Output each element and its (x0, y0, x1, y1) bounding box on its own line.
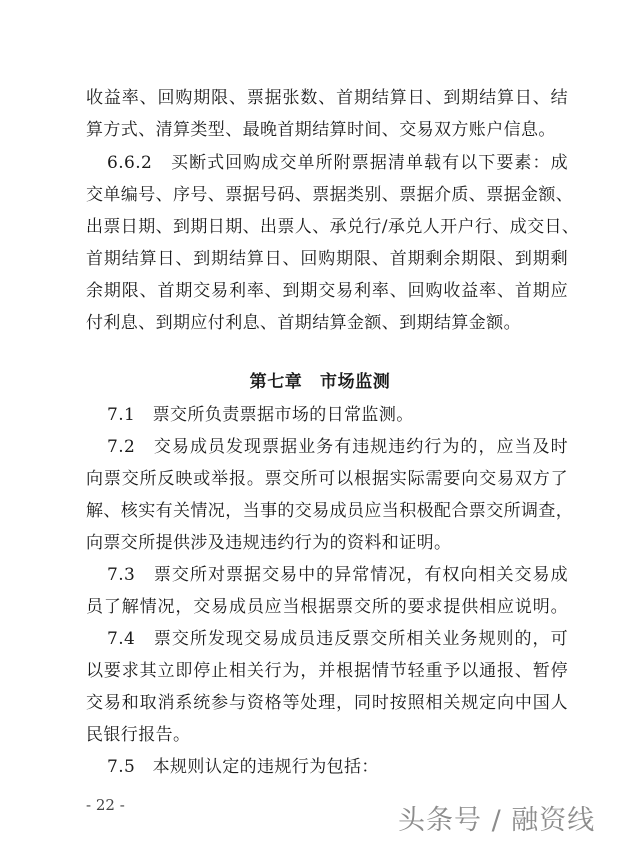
paragraph-line: 出票日期、到期日期、出票人、承兑行/承兑人开户行、成交日、 (86, 217, 580, 237)
clause-7-4-line: 7.4 票交所发现交易成员违反票交所相关业务规则的，可 (107, 629, 568, 649)
clause-7-2-line: 7.2 交易成员发现票据业务有违规违约行为的，应当及时 (107, 437, 568, 457)
paragraph-line: 交单编号、序号、票据号码、票据类别、票据介质、票据金额、 (86, 185, 574, 205)
paragraph-line: 向票交所反映或举报。票交所可以根据实际需要向交易双方了 (86, 469, 568, 489)
paragraph-line: 算方式、清算类型、最晚首期结算时间、交易双方账户信息。 (86, 120, 556, 140)
clause-7-3-line: 7.3 票交所对票据交易中的异常情况，有权向相关交易成 (107, 565, 568, 585)
paragraph-line: 收益率、回购期限、票据张数、首期结算日、到期结算日、结 (86, 88, 568, 108)
clause-7-1-line: 7.1 票交所负责票据市场的日常监测。 (107, 405, 414, 425)
paragraph-line: 向票交所提供涉及违规违约行为的资料和证明。 (86, 533, 452, 553)
paragraph-line: 以要求其立即停止相关行为，并根据情节轻重予以通报、暂停 (86, 661, 568, 681)
paragraph-line: 首期结算日、到期结算日、回购期限、首期剩余期限、到期剩 (86, 249, 568, 269)
section-6-6-2-heading-line: 6.6.2 买断式回购成交单所附票据清单载有以下要素：成 (107, 153, 568, 173)
clause-7-5-line: 7.5 本规则认定的违规行为包括： (107, 757, 379, 777)
watermark-text: 头条号 / 融资线 (398, 805, 596, 836)
paragraph-line: 民银行报告。 (86, 725, 191, 745)
page-number: - 22 - (86, 796, 125, 814)
paragraph-line: 解、核实有关情况，当事的交易成员应当积极配合票交所调查， (86, 501, 574, 521)
paragraph-line: 付利息、到期应付利息、首期结算金额、到期结算金额。 (86, 313, 521, 333)
chapter-heading: 第七章 市场监测 (249, 372, 391, 392)
paragraph-line: 余期限、首期交易利率、到期交易利率、回购收益率、首期应 (86, 281, 568, 301)
paragraph-line: 员了解情况，交易成员应当根据票交所的要求提供相应说明。 (86, 597, 568, 617)
paragraph-line: 交易和取消系统参与资格等处理，同时按照相关规定向中国人 (86, 693, 568, 713)
